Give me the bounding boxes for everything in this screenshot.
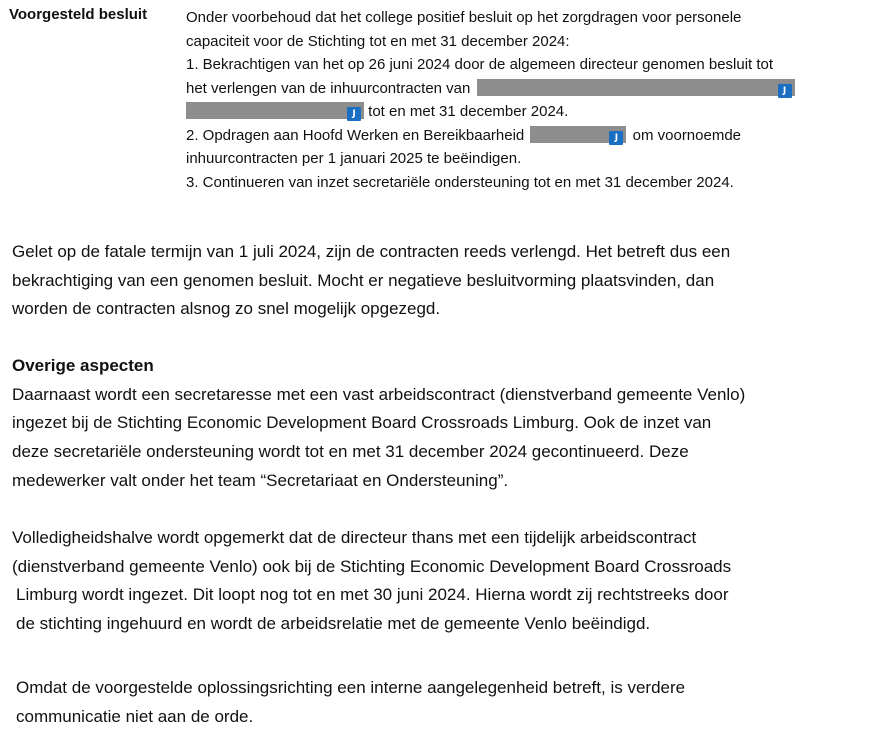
decision-item-2-line-2: inhuurcontracten per 1 januari 2025 te beëindigen. bbox=[186, 150, 522, 167]
paragraph-line: Gelet op de fatale termijn van 1 juli 2024, zijn de contracten reeds verlengd. Het betreft dus een bbox=[12, 242, 731, 261]
decision-item-1-text: het verlengen van de inhuurcontracten van bbox=[186, 79, 471, 97]
decision-item-1-line-1: 1. Bekrachtigen van het op 26 juni 2024 door de algemeen directeur genomen besluit tot bbox=[186, 56, 774, 73]
paragraph-line: deze secretariële ondersteuning wordt tot en met 31 december 2024 gecontinueerd. Deze bbox=[12, 442, 689, 462]
redaction-tag-icon: J bbox=[347, 107, 361, 121]
paragraph-director bbox=[12, 524, 882, 639]
paragraph-deadline bbox=[12, 238, 882, 324]
redaction-block bbox=[186, 102, 364, 119]
decision-item-2-line-1 bbox=[186, 124, 886, 148]
paragraph-communication bbox=[16, 674, 886, 731]
decision-body bbox=[186, 6, 886, 194]
decision-item-3: 3. Continueren van inzet secretariële ondersteuning tot en met 31 december 2024. bbox=[186, 173, 734, 191]
redaction-tag-icon: J bbox=[778, 84, 792, 98]
decision-intro-line-2: capaciteit voor de Stichting tot en met 31 december 2024: bbox=[186, 32, 570, 50]
paragraph-line: ingezet bij de Stichting Economic Development Board Crossroads Limburg. Ook de inzet van bbox=[12, 413, 712, 433]
decision-intro-line-1: Onder voorbehoud dat het college positief besluit op het zorgdragen voor personele bbox=[186, 9, 742, 26]
paragraph-line: Limburg wordt ingezet. Dit loopt nog tot en met 30 juni 2024. Hierna wordt zij rechtstreeks door bbox=[16, 585, 729, 605]
paragraph-line: Omdat de voorgestelde oplossingsrichting een interne aangelegenheid betreft, is verdere bbox=[16, 678, 686, 697]
paragraph-line: (dienstverband gemeente Venlo) ook bij de Stichting Economic Development Board Crossroads bbox=[12, 556, 732, 576]
decision-item-1-line-2 bbox=[186, 77, 886, 101]
paragraph-line: Volledigheidshalve wordt opgemerkt dat de directeur thans met een tijdelijk arbeidscontract bbox=[12, 528, 697, 547]
paragraph-line: Daarnaast wordt een secretaresse met een vast arbeidscontract (dienstverband gemeente Venlo) bbox=[12, 384, 746, 404]
section-other-aspects bbox=[12, 352, 882, 495]
paragraph-line: medewerker valt onder het team “Secretariaat en Ondersteuning”. bbox=[12, 470, 509, 490]
paragraph-line: worden de contracten alsnog zo snel mogelijk opgezegd. bbox=[12, 299, 441, 319]
paragraph-line: bekrachtiging van een genomen besluit. Mocht er negatieve besluitvorming plaatsvinden, dan bbox=[12, 270, 715, 290]
redaction-tag-icon: J bbox=[609, 131, 623, 145]
redaction-block bbox=[477, 79, 795, 96]
decision-item-2-text: 2. Opdragen aan Hoofd Werken en Bereikbaarheid bbox=[186, 126, 525, 144]
section-heading: Overige aspecten bbox=[12, 356, 154, 375]
paragraph-line: de stichting ingehuurd en wordt de arbeidsrelatie met de gemeente Venlo beëindigd. bbox=[16, 614, 651, 634]
decision-item-1-end: tot en met 31 december 2024. bbox=[368, 103, 569, 120]
decision-label: Voorgesteld besluit bbox=[9, 6, 148, 23]
paragraph-line: communicatie niet aan de orde. bbox=[16, 706, 254, 726]
decision-item-1-line-3 bbox=[186, 100, 886, 124]
redaction-block bbox=[530, 126, 626, 143]
decision-item-2-end: om voornoemde bbox=[632, 126, 742, 144]
